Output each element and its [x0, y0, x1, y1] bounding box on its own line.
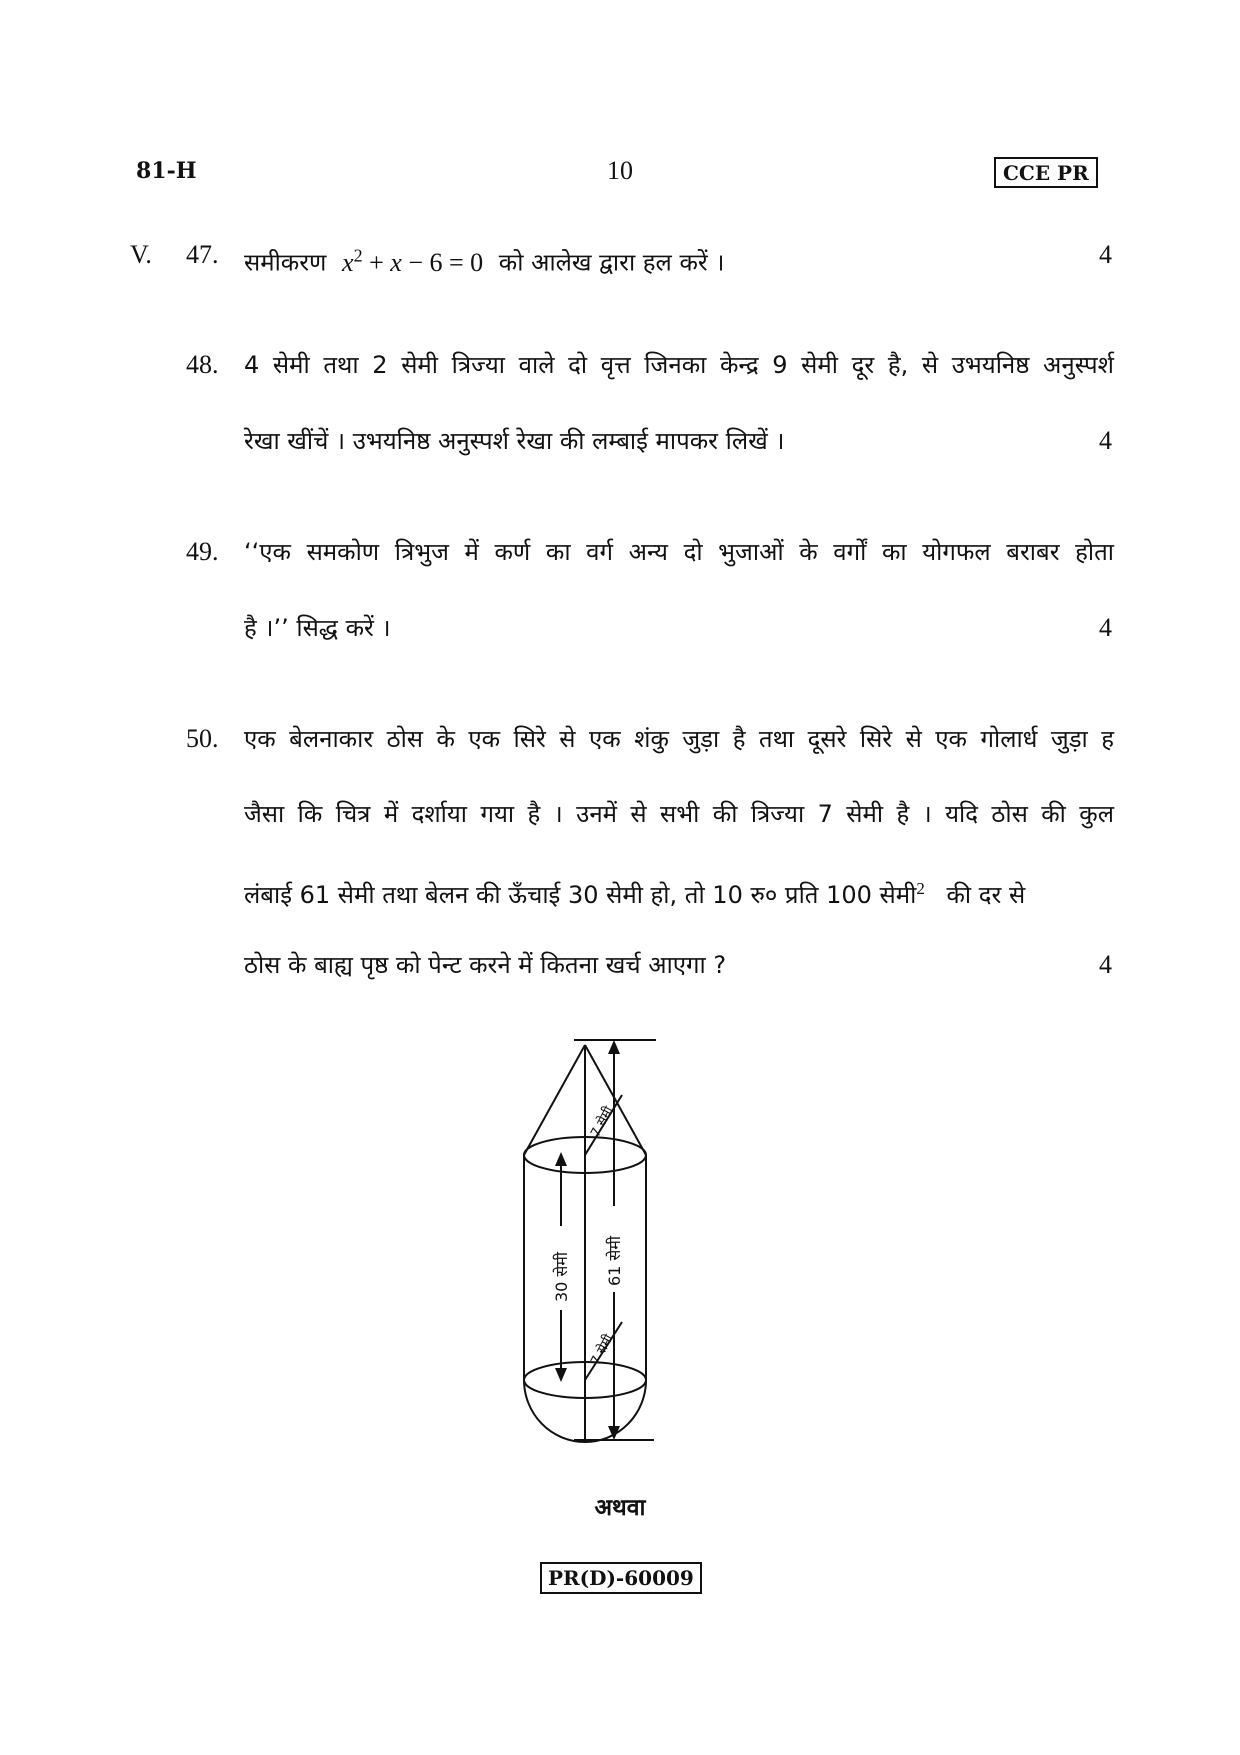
total-length-label: 61 सेमी	[605, 1236, 624, 1286]
question-48-marks: 4	[1099, 426, 1112, 455]
question-47-prefix: समीकरण	[244, 248, 327, 277]
question-number-48: 48.	[186, 350, 219, 379]
total-length-arrowhead-up	[608, 1040, 620, 1054]
question-50-line-3-tail: की दर से	[946, 881, 1026, 909]
question-49-line-2: है ।’’ सिद्ध करें ।	[244, 614, 391, 642]
question-number-49: 49.	[186, 537, 219, 566]
question-50-superscript: 2	[916, 879, 925, 898]
question-number-47: 47.	[186, 240, 219, 269]
question-number-50: 50.	[186, 724, 219, 753]
question-50-line-3	[244, 872, 1114, 912]
question-50-line-1: एक बेलनाकार ठोस के एक सिरे से एक शंकु जुड़ा है तथा दूसरे सिरे से एक गोलार्ध जुड़ा ह	[244, 725, 1114, 753]
series-box: CCE PR	[994, 157, 1098, 188]
page-number: 10	[607, 156, 633, 185]
question-50-line-2: जैसा कि चित्र में दर्शाया गया है । उनमें से सभी की त्रिज्या 7 सेमी है । यदि ठोस की कुल	[244, 800, 1114, 828]
question-50-line-3-main: लंबाई 61 सेमी तथा बेलन की ऊँचाई 30 सेमी हो, तो 10 रु० प्रति 100 सेमी	[244, 881, 917, 909]
radius-label-top: 7 सेमी	[588, 1104, 617, 1140]
question-50-marks: 4	[1099, 950, 1112, 979]
paper-code: 81-H	[136, 158, 197, 184]
question-49-line-1: ‘‘एक समकोण त्रिभुज में कर्ण का वर्ग अन्य दो भुजाओं के वर्गों का योगफल बराबर होता	[244, 538, 1114, 566]
question-47-equation: $x^2 + x - 6 = 0$	[342, 245, 484, 277]
question-47-suffix: को आलेख द्वारा हल करें ।	[498, 248, 725, 277]
height-arrowhead-down	[555, 1368, 567, 1382]
question-48-line-2: रेखा खींचें । उभयनिष्ठ अनुस्पर्श रेखा की लम्बाई मापकर लिखें ।	[244, 427, 785, 455]
question-49-marks: 4	[1099, 613, 1112, 642]
section-label: V.	[130, 240, 152, 269]
solid-figure	[432, 1030, 762, 1470]
or-text: अथवा	[594, 1495, 646, 1521]
radius-label-bottom: 7 सेमी	[588, 1332, 617, 1368]
question-48-line-1: 4 सेमी तथा 2 सेमी त्रिज्या वाले दो वृत्त जिनका केन्द्र 9 सेमी दूर है, से उभयनिष्ठ अनुस्पर्श	[244, 351, 1114, 379]
footer-code: PR(D)-60009	[540, 1562, 702, 1594]
question-47-text	[244, 238, 1114, 280]
height-arrowhead-up	[555, 1152, 567, 1166]
question-50-line-4: ठोस के बाह्य पृष्ठ को पेन्ट करने में कितना खर्च आएगा ?	[244, 951, 727, 979]
question-47-marks: 4	[1099, 240, 1112, 269]
cylinder-height-label: 30 सेमी	[552, 1252, 571, 1302]
